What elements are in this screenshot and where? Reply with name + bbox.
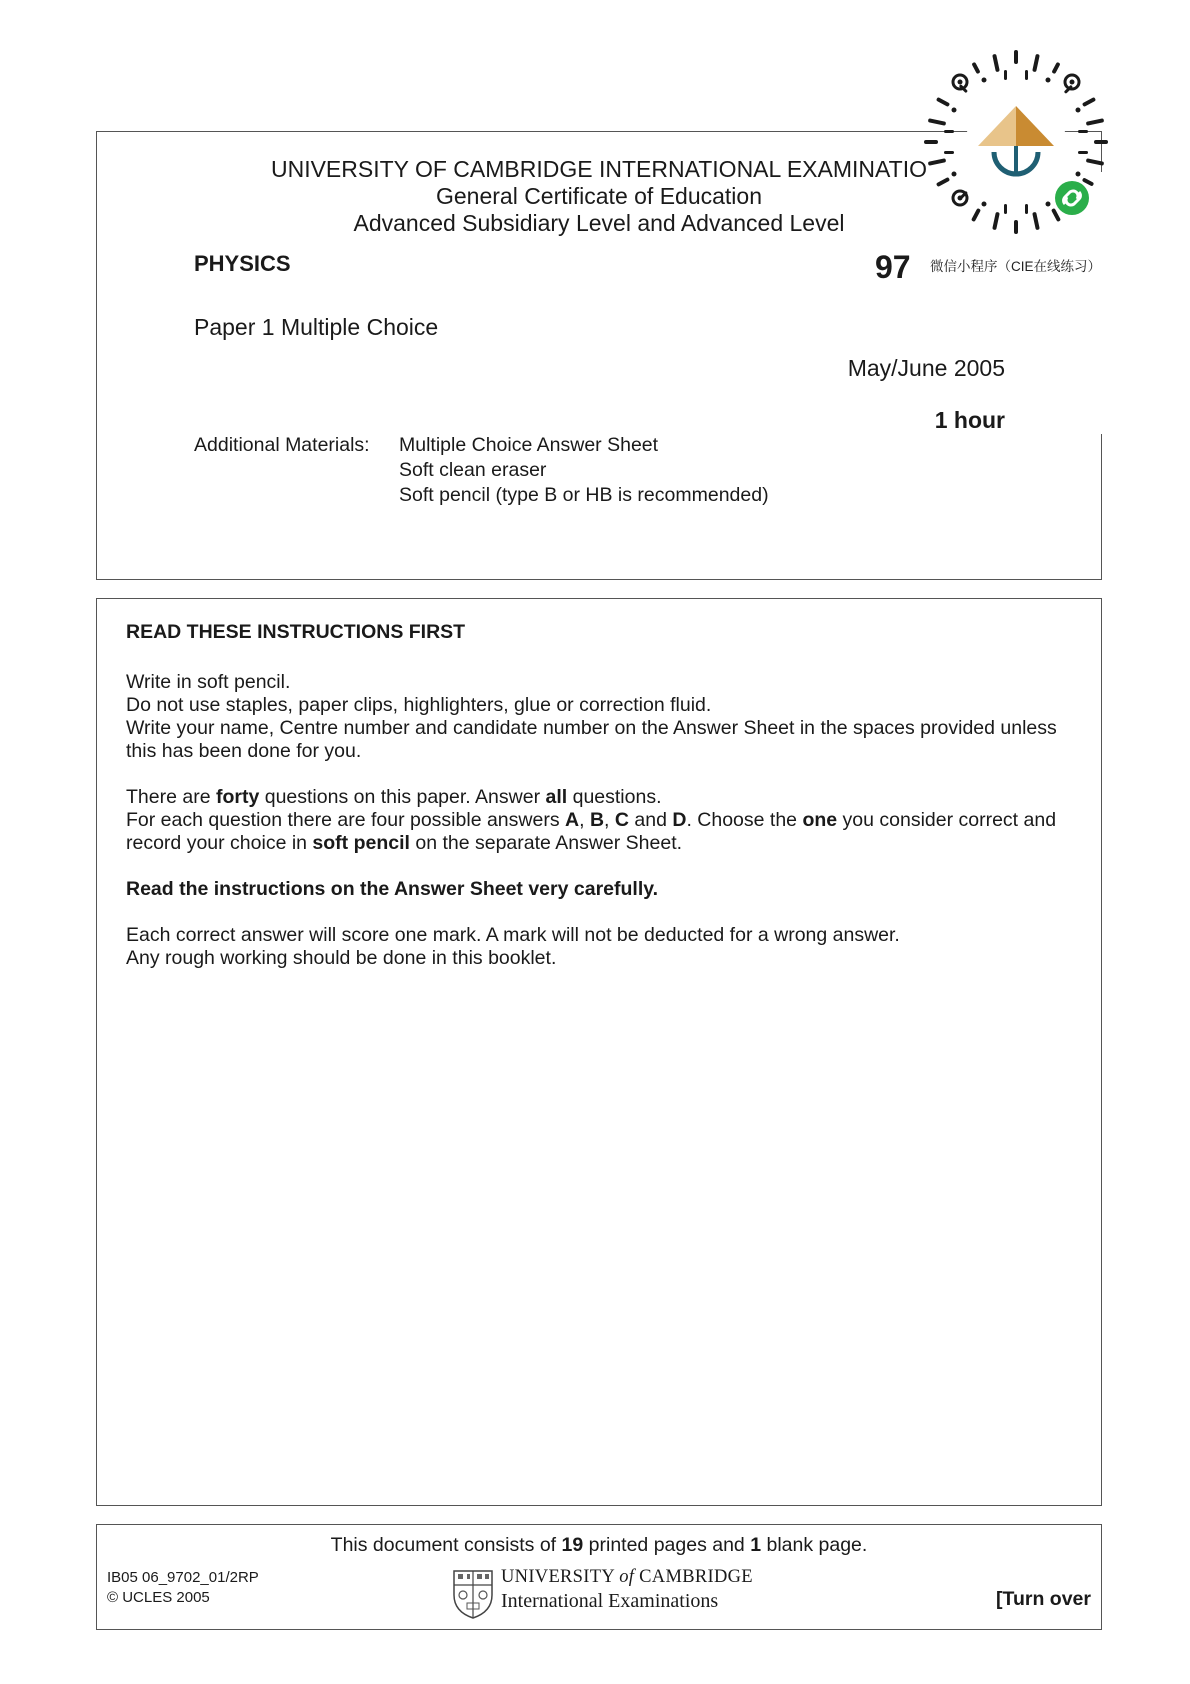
- instructions-paragraph-1: [126, 671, 1057, 763]
- materials-label: Additional Materials:: [194, 434, 370, 456]
- cambridge-crest-icon: [452, 1569, 494, 1619]
- exam-session: May/June 2005: [847, 355, 1005, 381]
- page-count: This document consists of 19 printed pages and 1 blank page.: [330, 1534, 868, 1556]
- exam-duration: 1 hour: [934, 407, 1005, 433]
- document-reference: IB05 06_9702_01/2RP: [107, 1569, 259, 1586]
- qr-caption: 微信小程序（CIE在线练习）: [930, 259, 1102, 274]
- instruction-line: There are forty questions on this paper. Answer all questions.: [126, 786, 662, 808]
- instruction-line: Write in soft pencil.: [126, 671, 291, 693]
- subject-title: PHYSICS: [194, 251, 291, 276]
- level-title: Advanced Subsidiary Level and Advanced Level: [353, 210, 845, 236]
- footer-box: [96, 1524, 1102, 1630]
- instruction-line: For each question there are four possible answers A, B, C and D. Choose the one you consider correct and: [126, 809, 1057, 831]
- material-pencil: Soft pencil (type B or HB is recommended): [399, 484, 769, 506]
- instructions-box: [96, 598, 1102, 1506]
- instruction-line: Write your name, Centre number and candidate number on the Answer Sheet in the spaces provided unless: [126, 717, 1057, 739]
- instructions-paragraph-4: [126, 924, 900, 970]
- turn-over-label: [Turn over: [996, 1588, 1091, 1610]
- cambridge-logo-line-1: UNIVERSITY of CAMBRIDGE: [501, 1567, 753, 1587]
- instructions-answer-sheet-note: Read the instructions on the Answer Sheet very carefully.: [126, 878, 659, 900]
- instruction-line: record your choice in soft pencil on the separate Answer Sheet.: [126, 832, 683, 854]
- university-name: UNIVERSITY OF CAMBRIDGE INTERNATIONAL EXAMINATIO: [270, 156, 927, 182]
- syllabus-code: 97: [875, 249, 911, 285]
- instruction-line: Any rough working should be done in this booklet.: [126, 947, 557, 969]
- instructions-paragraph-2: [126, 786, 1056, 855]
- wechat-qr-code-icon: [922, 48, 1110, 236]
- copyright-notice: © UCLES 2005: [107, 1589, 210, 1606]
- certificate-title: General Certificate of Education: [435, 183, 762, 209]
- instructions-heading: READ THESE INSTRUCTIONS FIRST: [126, 621, 466, 643]
- material-eraser: Soft clean eraser: [399, 459, 547, 481]
- cambridge-logo-line-2: International Examinations: [501, 1590, 719, 1612]
- instruction-line: Each correct answer will score one mark. A mark will not be deducted for a wrong answer.: [126, 924, 900, 946]
- instruction-line: Do not use staples, paper clips, highlighters, glue or correction fluid.: [126, 694, 712, 716]
- paper-title: Paper 1 Multiple Choice: [194, 314, 439, 340]
- material-answer-sheet: Multiple Choice Answer Sheet: [399, 434, 659, 456]
- instruction-line: this has been done for you.: [126, 740, 362, 762]
